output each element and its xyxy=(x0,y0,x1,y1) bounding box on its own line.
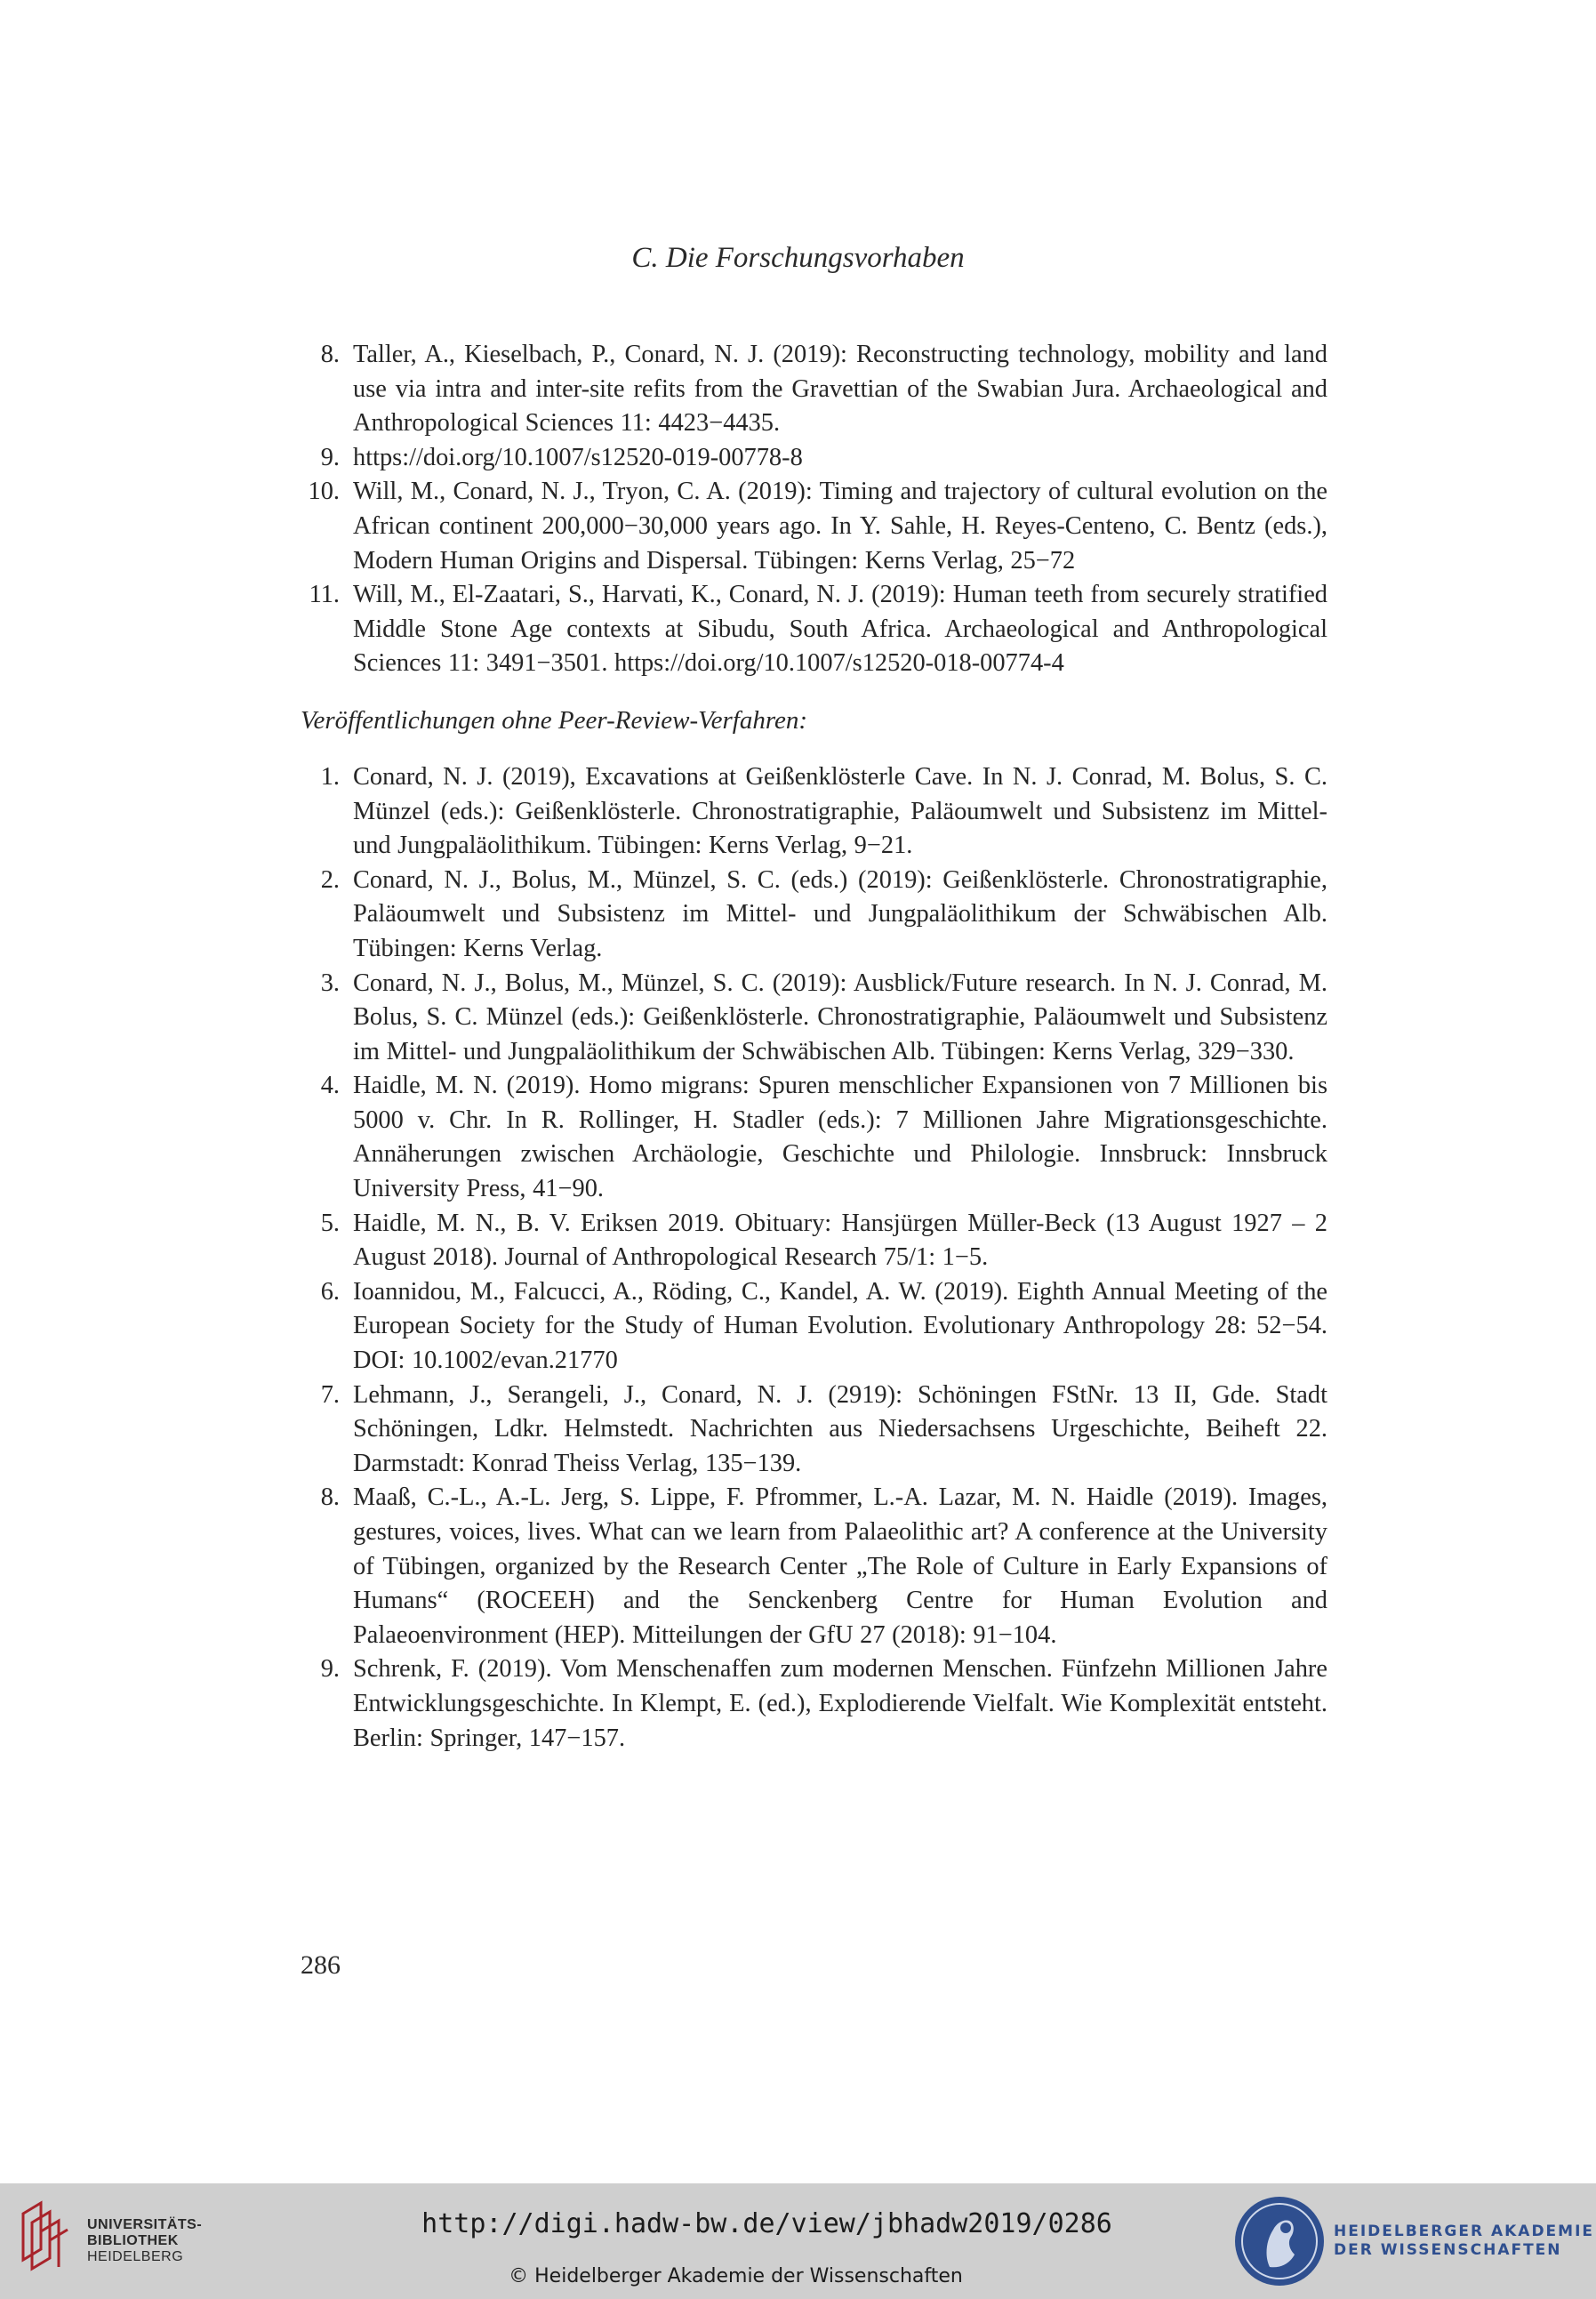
reference-text: Will, M., El-Zaatari, S., Harvati, K., Conard, N. J. (2019): Human teeth from securely stratified Middle Stone Age contexts at Sibudu, South Africa. Archaeological and Anthropological Sciences 11: 3491−3501. https://doi.org/10.1007/s12520-018-00774-4 xyxy=(353,581,1327,678)
reference-item xyxy=(301,338,1327,441)
reference-text: Schrenk, F. (2019). Vom Menschenaffen zum modernen Menschen. Fünfzehn Millionen Jahre Entwicklungsgeschichte. In Klempt, E. (ed.), Explodierende Vielfalt. Wie Komplexität entsteht. Berlin: Springer, 147−157. xyxy=(353,1655,1327,1752)
reference-item xyxy=(301,1481,1327,1652)
reference-text: Conard, N. J. (2019), Excavations at Geißenklösterle Cave. In N. J. Conrad, M. Bolus, S. C. Münzel (eds.): Geißenklösterle. Chronostratigraphie, Paläoumwelt und Subsistenz im Mittel- und Jungpaläolithikum. Tübingen: Kerns Verlag, 9−21. xyxy=(353,762,1327,860)
reference-number: 11. xyxy=(309,581,340,609)
library-name-line1: UNIVERSITÄTS- xyxy=(87,2217,203,2232)
reference-text: Conard, N. J., Bolus, M., Münzel, S. C. (2019): Ausblick/Future research. In N. J. Conrad, M. Bolus, S. C. Münzel (eds.): Geißenklösterle. Chronostratigraphie, Paläoumwelt und Subsistenz im Mittel- und Jungpaläolithikum der Schwäbischen Alb. Tübingen: Kerns Verlag, 329−330. xyxy=(353,969,1327,1065)
reference-number: 2. xyxy=(320,865,340,894)
copyright-notice: © Heidelberger Akademie der Wissenschaften xyxy=(509,2265,963,2287)
reference-item xyxy=(301,441,1327,476)
reference-number: 8. xyxy=(320,341,340,368)
academy-name-line2: DER WISSENSCHAFTEN xyxy=(1334,2241,1562,2259)
academy-name xyxy=(1334,2223,1594,2260)
reference-text: Conard, N. J., Bolus, M., Münzel, S. C. (eds.) (2019): Geißenklösterle. Chronostratigraphie, Paläoumwelt und Subsistenz im Mittel- und Jungpaläolithikum der Schwäbischen Alb. Tübingen: Kerns Verlag. xyxy=(353,865,1327,962)
reference-item xyxy=(301,578,1327,681)
reference-number: 5. xyxy=(320,1209,340,1237)
page-number: 286 xyxy=(301,1950,341,1980)
references-body xyxy=(301,338,1327,1756)
reference-number: 1. xyxy=(320,762,340,791)
academy-seal-logo-icon xyxy=(1232,2194,1327,2288)
library-name-line2: BIBLIOTHEK xyxy=(87,2233,179,2248)
footer-bar xyxy=(0,2183,1596,2299)
reference-number: 8. xyxy=(320,1483,340,1512)
reference-item xyxy=(301,1069,1327,1206)
reference-text: Haidle, M. N., B. V. Eriksen 2019. Obituary: Hansjürgen Müller-Beck (13 August 1927 – 2 August 2018). Journal of Anthropological Research 75/1: 1−5. xyxy=(353,1209,1327,1272)
reference-list-non-peer-review xyxy=(301,760,1327,1756)
reference-text: Taller, A., Kieselbach, P., Conard, N. J. (2019): Reconstructing technology, mobility and land use via intra and inter-site refits from the Gravettian of the Swabian Jura. Archaeological and Anthropological Sciences 11: 4423−4435. xyxy=(353,341,1327,438)
reference-item xyxy=(301,864,1327,967)
reference-list-continued xyxy=(301,338,1327,681)
reference-text: Ioannidou, M., Falcucci, A., Röding, C., Kandel, A. W. (2019). Eighth Annual Meeting of the European Society for the Study of Human Evolution. Evolutionary Anthropology 28: 52−54. DOI: 10.1002/evan.21770 xyxy=(353,1277,1327,1375)
reference-item xyxy=(301,760,1327,864)
reference-item xyxy=(301,1379,1327,1482)
academy-name-line1: HEIDELBERGER AKADEMIE xyxy=(1334,2223,1595,2240)
reference-number: 10. xyxy=(308,478,340,506)
reference-text: Will, M., Conard, N. J., Tryon, C. A. (2019): Timing and trajectory of cultural evolution on the African continent 200,000−30,000 years ago. In Y. Sahle, H. Reyes-Centeno, C. Bentz (eds.), Modern Human Origins and Dispersal. Tübingen: Kerns Verlag, 25−72 xyxy=(353,478,1327,575)
reference-item xyxy=(301,1275,1327,1379)
permalink-url[interactable]: http://digi.hadw-bw.de/view/jbhadw2019/0286 xyxy=(421,2208,1112,2239)
reference-item xyxy=(301,475,1327,578)
running-head: C. Die Forschungsvorhaben xyxy=(631,242,965,274)
section-heading: Veröffentlichungen ohne Peer-Review-Verfahren: xyxy=(301,705,808,735)
reference-number: 7. xyxy=(320,1380,340,1409)
reference-number: 9. xyxy=(320,1655,340,1684)
reference-number: 9. xyxy=(320,443,340,471)
library-name-line3: HEIDELBERG xyxy=(87,2249,184,2264)
reference-number: 3. xyxy=(320,969,340,997)
reference-number: 4. xyxy=(320,1072,340,1100)
reference-text: Haidle, M. N. (2019). Homo migrans: Spuren menschlicher Expansionen von 7 Millionen bis 5000 v. Chr. In R. Rollinger, H. Stadler (eds.): 7 Millionen Jahre Migrationsgeschichte. Annäherungen zwischen Archäologie, Geschichte und Philologie. Innsbruck: Innsbruck University Press, 41−90. xyxy=(353,1072,1327,1203)
reference-item xyxy=(301,1652,1327,1756)
reference-text: Lehmann, J., Serangeli, J., Conard, N. J. (2919): Schöningen FStNr. 13 II, Gde. Stadt Schöningen, Ldkr. Helmstedt. Nachrichten aus Niedersachsens Urgeschichte, Beiheft 22. Darmstadt: Konrad Theiss Verlag, 135−139. xyxy=(353,1380,1327,1477)
reference-text: https://doi.org/10.1007/s12520-019-00778-8 xyxy=(353,443,803,471)
reference-item xyxy=(301,1207,1327,1275)
reference-number: 6. xyxy=(320,1277,340,1306)
reference-item xyxy=(301,967,1327,1070)
reference-text: Maaß, C.-L., A.-L. Jerg, S. Lippe, F. Pfrommer, L.-A. Lazar, M. N. Haidle (2019). Images, gestures, voices, lives. What can we learn from Palaeolithic art? A conference at the University of Tübingen, organized by the Research Center „The Role of Culture in Early Expansions of Humans“ (ROCEEH) and the Senckenberg Centre for Human Evolution and Palaeoenvironment (HEP). Mitteilungen der GfU 27 (2018): 91−104. xyxy=(353,1483,1327,1649)
